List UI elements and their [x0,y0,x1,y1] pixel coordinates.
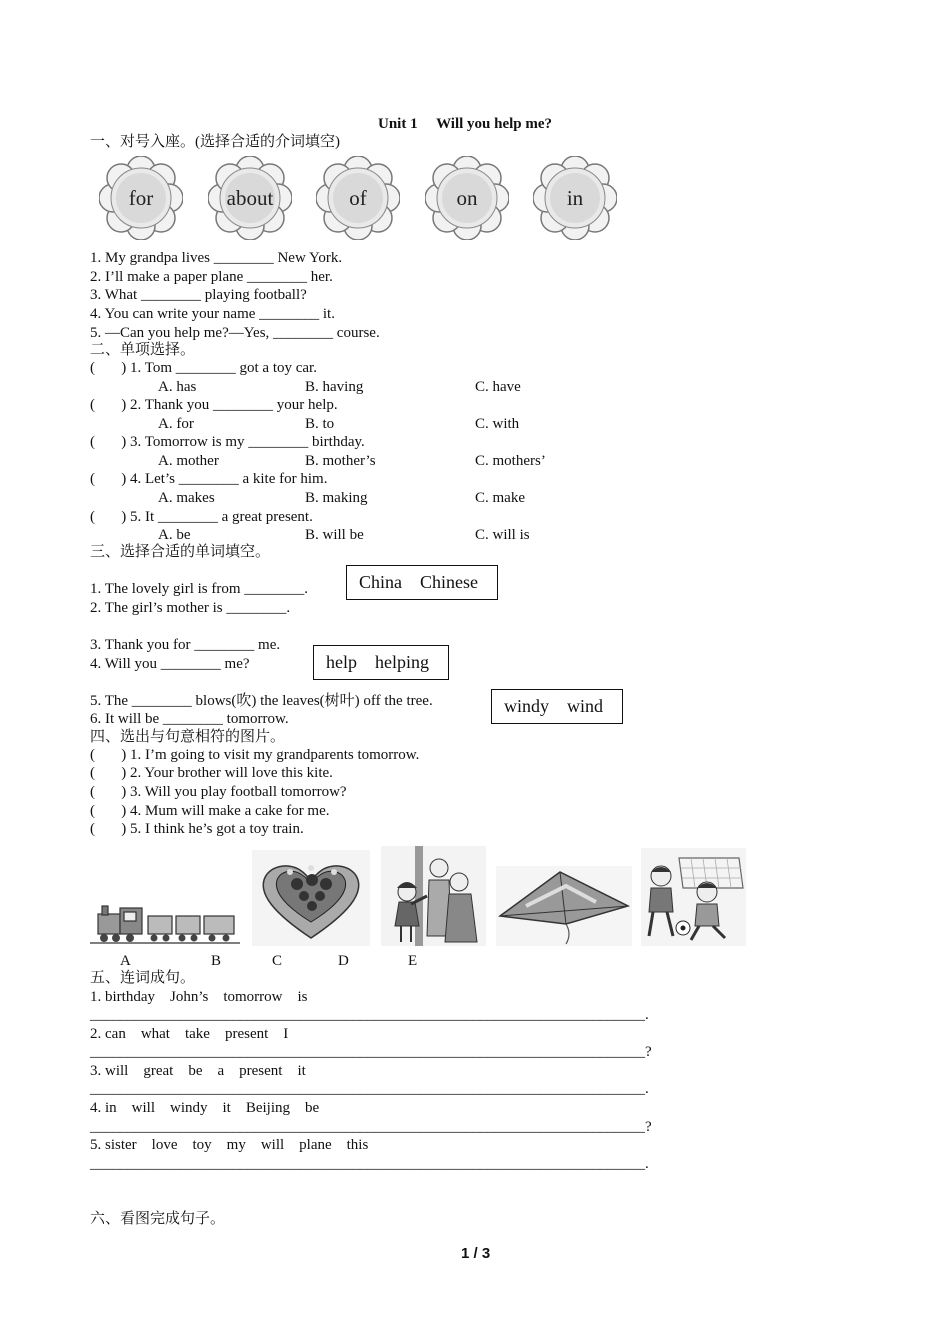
s5-item-4-answer-line: __________________________________________________________________________? [90,1119,652,1135]
s3-item-5: 5. The ________ blows(吹) the leaves(树叶) off the tree. [90,693,433,709]
picture-label-a: A [120,953,131,969]
page-title: Unit 1 Will you help me? [378,116,553,132]
section5-heading: 五、连词成句。 [90,970,196,986]
kite-image [496,866,632,946]
s2-q1-option-b: B. having [305,379,364,395]
picture-label-d: D [338,953,349,969]
s3-item-3: 3. Thank you for ________ me. [90,637,281,653]
word-box-china-chinese: China Chinese [346,565,498,600]
section6-heading: 六、看图完成句子。 [90,1211,226,1227]
s3-item-1: 1. The lovely girl is from ________. [90,581,309,597]
picture-label-c: C [272,953,283,969]
s5-item-2-answer-line: __________________________________________________________________________? [90,1044,652,1060]
s1-item-1: 1. My grandpa lives ________ New York. [90,250,343,266]
s3-item-2: 2. The girl’s mother is ________. [90,600,291,616]
toy-train-image [90,900,240,946]
s5-item-1-words: 1. birthday John’s tomorrow is [90,989,308,1005]
section1-heading: 一、对号入座。(选择合适的介词填空) [90,134,340,150]
word-box-windy-wind: windy wind [491,689,623,724]
word-about: about [226,186,274,210]
s2-q3-stem: ( ) 3. Tomorrow is my ________ birthday. [90,434,365,450]
flower-word-about [208,156,292,240]
s5-item-1-answer-line: __________________________________________________________________________. [90,1007,649,1023]
picture-label-b: B [211,953,222,969]
s2-q5-option-a: A. be [158,527,191,543]
s2-q2-option-c: C. with [475,416,520,432]
page-number: 1 / 3 [461,1245,491,1262]
picture-label-e: E [408,953,418,969]
word-in: in [566,186,584,210]
word-of: of [349,186,367,210]
flower-word-on [425,156,509,240]
s5-item-3-answer-line: __________________________________________________________________________. [90,1081,649,1097]
s2-q4-option-a: A. makes [158,490,215,506]
s5-item-5-answer-line: __________________________________________________________________________. [90,1156,649,1172]
heart-cake-image [252,850,370,946]
s1-item-3: 3. What ________ playing football? [90,287,307,303]
s2-q5-option-c: C. will is [475,527,530,543]
s1-item-2: 2. I’ll make a paper plane ________ her. [90,269,333,285]
s5-item-3-words: 3. will great be a present it [90,1063,306,1079]
s5-item-5-words: 5. sister love toy my will plane this [90,1137,369,1153]
s1-item-4: 4. You can write your name ________ it. [90,306,335,322]
s2-q3-option-b: B. mother’s [305,453,376,469]
s2-q1-stem: ( ) 1. Tom ________ got a toy car. [90,360,317,376]
s2-q4-option-b: B. making [305,490,368,506]
s5-item-4-words: 4. in will windy it Beijing be [90,1100,320,1116]
s2-q4-stem: ( ) 4. Let’s ________ a kite for him. [90,471,328,487]
s5-item-2-words: 2. can what take present I [90,1026,289,1042]
s4-item-5: ( ) 5. I think he’s got a toy train. [90,821,304,837]
s2-q3-option-c: C. mothers’ [475,453,546,469]
s2-q4-option-c: C. make [475,490,525,506]
section4-heading: 四、选出与句意相符的图片。 [90,729,286,745]
section2-heading: 二、单项选择。 [90,342,196,358]
s3-item-4: 4. Will you ________ me? [90,656,250,672]
s2-q5-stem: ( ) 5. It ________ a great present. [90,509,313,525]
word-on: on [456,186,478,210]
flower-word-in [533,156,617,240]
s4-item-3: ( ) 3. Will you play football tomorrow? [90,784,347,800]
word-box-help-helping: help helping [313,645,449,680]
s2-q1-option-c: C. have [475,379,521,395]
s2-q1-option-a: A. has [158,379,197,395]
flower-word-of [316,156,400,240]
s2-q2-option-b: B. to [305,416,335,432]
grandparents-visit-image [381,846,486,946]
word-for: for [128,186,154,210]
s4-item-2: ( ) 2. Your brother will love this kite. [90,765,333,781]
s2-q2-option-a: A. for [158,416,194,432]
section3-heading: 三、选择合适的单词填空。 [90,544,271,560]
flower-word-for [99,156,183,240]
s2-q5-option-b: B. will be [305,527,364,543]
s1-item-5: 5. —Can you help me?—Yes, ________ course. [90,325,380,341]
s4-item-1: ( ) 1. I’m going to visit my grandparents tomorrow. [90,747,420,763]
s3-item-6: 6. It will be ________ tomorrow. [90,711,289,727]
s2-q3-option-a: A. mother [158,453,219,469]
football-boys-image [641,848,746,946]
s4-item-4: ( ) 4. Mum will make a cake for me. [90,803,330,819]
s2-q2-stem: ( ) 2. Thank you ________ your help. [90,397,338,413]
